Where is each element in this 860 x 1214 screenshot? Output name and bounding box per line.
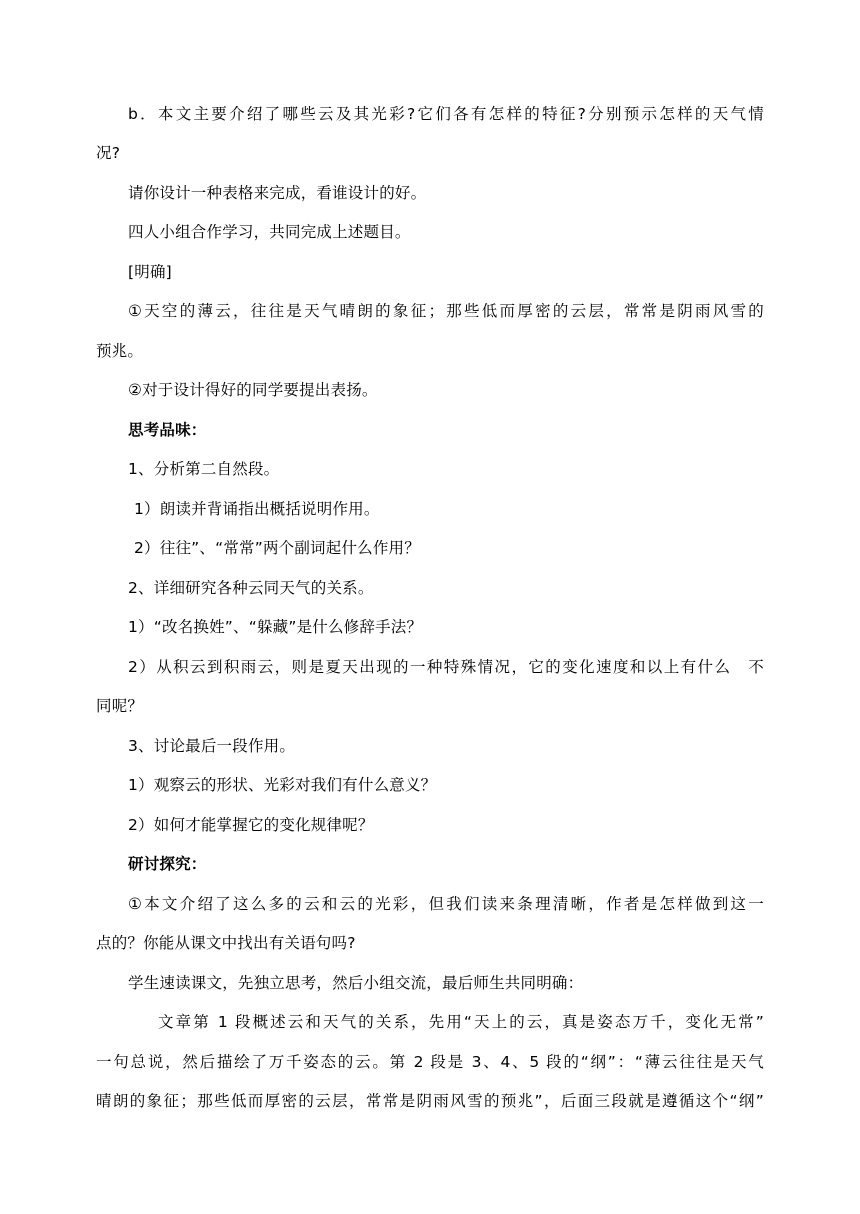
clarify-point-1-line-1: ①天空的薄云，往往是天气晴朗的象征；那些低而厚密的云层，常常是阴雨风雪的 [128, 302, 764, 320]
clarify-point-1-line-2: 预兆。 [96, 342, 144, 360]
item-3-heading: 3、讨论最后一段作用。 [128, 737, 296, 755]
discussion-point-1-line-2: 点的？你能从课文中找出有关语句吗? [96, 934, 356, 952]
item-1-sub-2: 2）往往”、“常常”两个副词起什么作用？ [134, 539, 420, 557]
section-heading-thinking: 思考品味： [128, 421, 207, 439]
question-b-line-2: 况? [96, 144, 121, 162]
item-1-sub-1: 1）朗读并背诵指出概括说明作用。 [134, 500, 380, 518]
question-b-line-1: b．本文主要介绍了哪些云及其光彩?它们各有怎样的特征?分别预示怎样的天气情 [128, 105, 764, 123]
item-3-sub-1: 1）观察云的形状、光彩对我们有什么意义？ [128, 776, 437, 794]
section-heading-discussion: 研讨探究： [128, 855, 207, 873]
instruction-group: 四人小组合作学习，共同完成上述题目。 [128, 223, 411, 241]
item-2-sub-1: 1）“改名换姓”、“躲藏”是什么修辞手法？ [128, 618, 423, 636]
item-1-heading: 1、分析第二自然段。 [128, 460, 280, 478]
clarify-point-2: ②对于设计得好的同学要提出表扬。 [128, 381, 378, 399]
item-2-heading: 2、详细研究各种云同天气的关系。 [128, 579, 374, 597]
item-3-sub-2: 2）如何才能掌握它的变化规律呢？ [128, 816, 374, 834]
analysis-line-2: 一句总说，然后描绘了万千姿态的云。第 2 段是 3、4、5 段的“纲”：“薄云往往是天气 [96, 1053, 764, 1071]
analysis-line-1: 文章第 1 段概述云和天气的关系，先用“天上的云，真是姿态万千，变化无常” [158, 1013, 764, 1031]
analysis-line-3: 晴朗的象征；那些低而厚密的云层，常常是阴雨风雪的预兆”，后面三段就是遵循这个“纲” [96, 1092, 764, 1110]
item-2-sub-2-line-1: 2）从积云到积雨云，则是夏天出现的一种特殊情况，它的变化速度和以上有什么 不 [128, 658, 764, 676]
student-instruction: 学生速读课文，先独立思考，然后小组交流，最后师生共同明确： [128, 974, 584, 992]
clarify-heading: [明确] [128, 263, 172, 281]
discussion-point-1-line-1: ①本文介绍了这么多的云和云的光彩，但我们读来条理清晰，作者是怎样做到这一 [128, 895, 764, 913]
instruction-table: 请你设计一种表格来完成，看谁设计的好。 [128, 184, 427, 202]
item-2-sub-2-line-2: 同呢？ [96, 697, 144, 715]
